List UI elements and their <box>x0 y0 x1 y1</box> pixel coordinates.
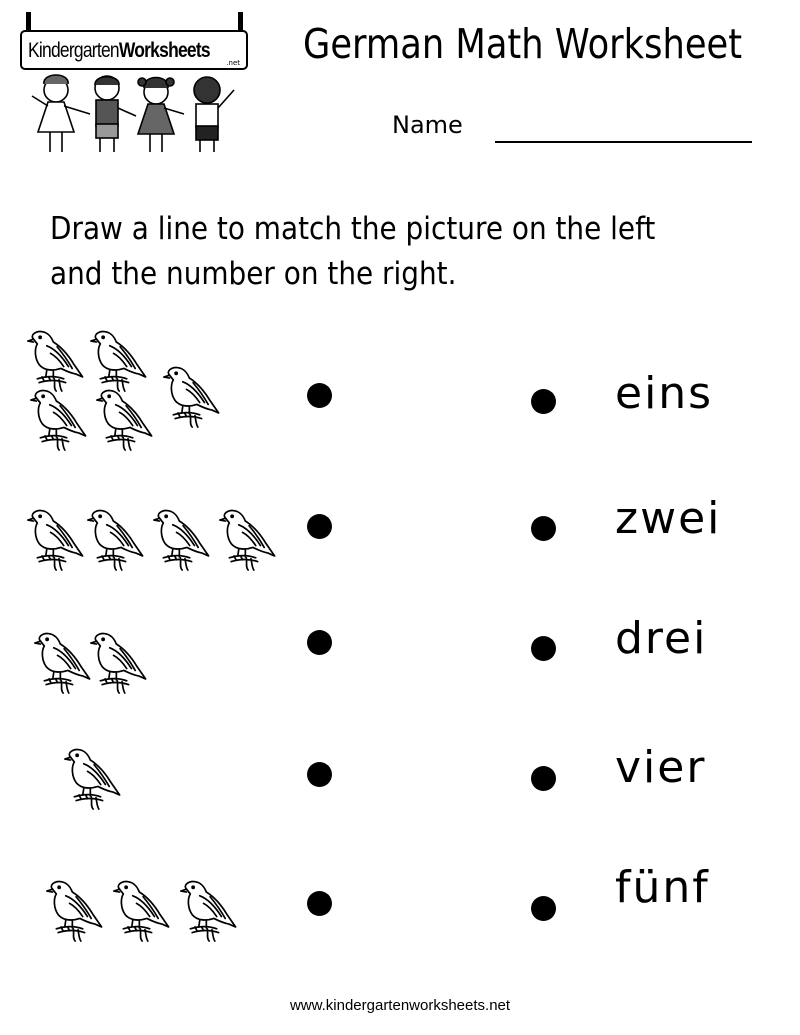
logo-suffix: .net <box>226 59 240 67</box>
number-word: drei <box>615 613 708 664</box>
page-title: German Math Worksheet <box>303 20 743 68</box>
left-match-dot[interactable] <box>307 630 332 655</box>
bird-icon <box>86 505 152 571</box>
footer-url: www.kindergartenworksheets.net <box>289 997 511 1014</box>
left-match-dot[interactable] <box>307 762 332 787</box>
instructions-line-1: Draw a line to match the picture on the left <box>50 211 656 247</box>
bird-icon <box>162 362 228 428</box>
bird-icon <box>45 876 111 942</box>
bird-icon <box>29 385 95 451</box>
logo-text-part2: Worksheets <box>118 39 210 62</box>
name-line[interactable] <box>495 141 752 143</box>
number-word: zwei <box>615 493 722 544</box>
logo-text-part1: Kindergarten <box>28 39 119 62</box>
number-word: fünf <box>615 862 710 913</box>
logo-sign <box>20 30 248 70</box>
right-match-dot[interactable] <box>531 389 556 414</box>
bird-icon <box>26 326 92 392</box>
left-match-dot[interactable] <box>307 891 332 916</box>
instructions <box>50 207 655 297</box>
left-match-dot[interactable] <box>307 383 332 408</box>
bird-icon <box>218 505 284 571</box>
bird-icon <box>95 385 161 451</box>
right-match-dot[interactable] <box>531 516 556 541</box>
bird-icon <box>89 628 155 694</box>
logo-text <box>28 39 210 63</box>
logo <box>16 8 254 158</box>
instructions-line-2: and the number on the right. <box>50 256 457 292</box>
left-match-dot[interactable] <box>307 514 332 539</box>
bird-icon <box>63 744 129 810</box>
name-label: Name <box>392 111 463 139</box>
right-match-dot[interactable] <box>531 636 556 661</box>
right-match-dot[interactable] <box>531 766 556 791</box>
bird-icon <box>89 326 155 392</box>
children-holding-hands-icon <box>24 68 244 160</box>
number-word: vier <box>615 742 707 793</box>
bird-icon <box>152 505 218 571</box>
right-match-dot[interactable] <box>531 896 556 921</box>
number-word: eins <box>615 368 714 419</box>
bird-icon <box>26 505 92 571</box>
bird-icon <box>179 876 245 942</box>
bird-icon <box>112 876 178 942</box>
